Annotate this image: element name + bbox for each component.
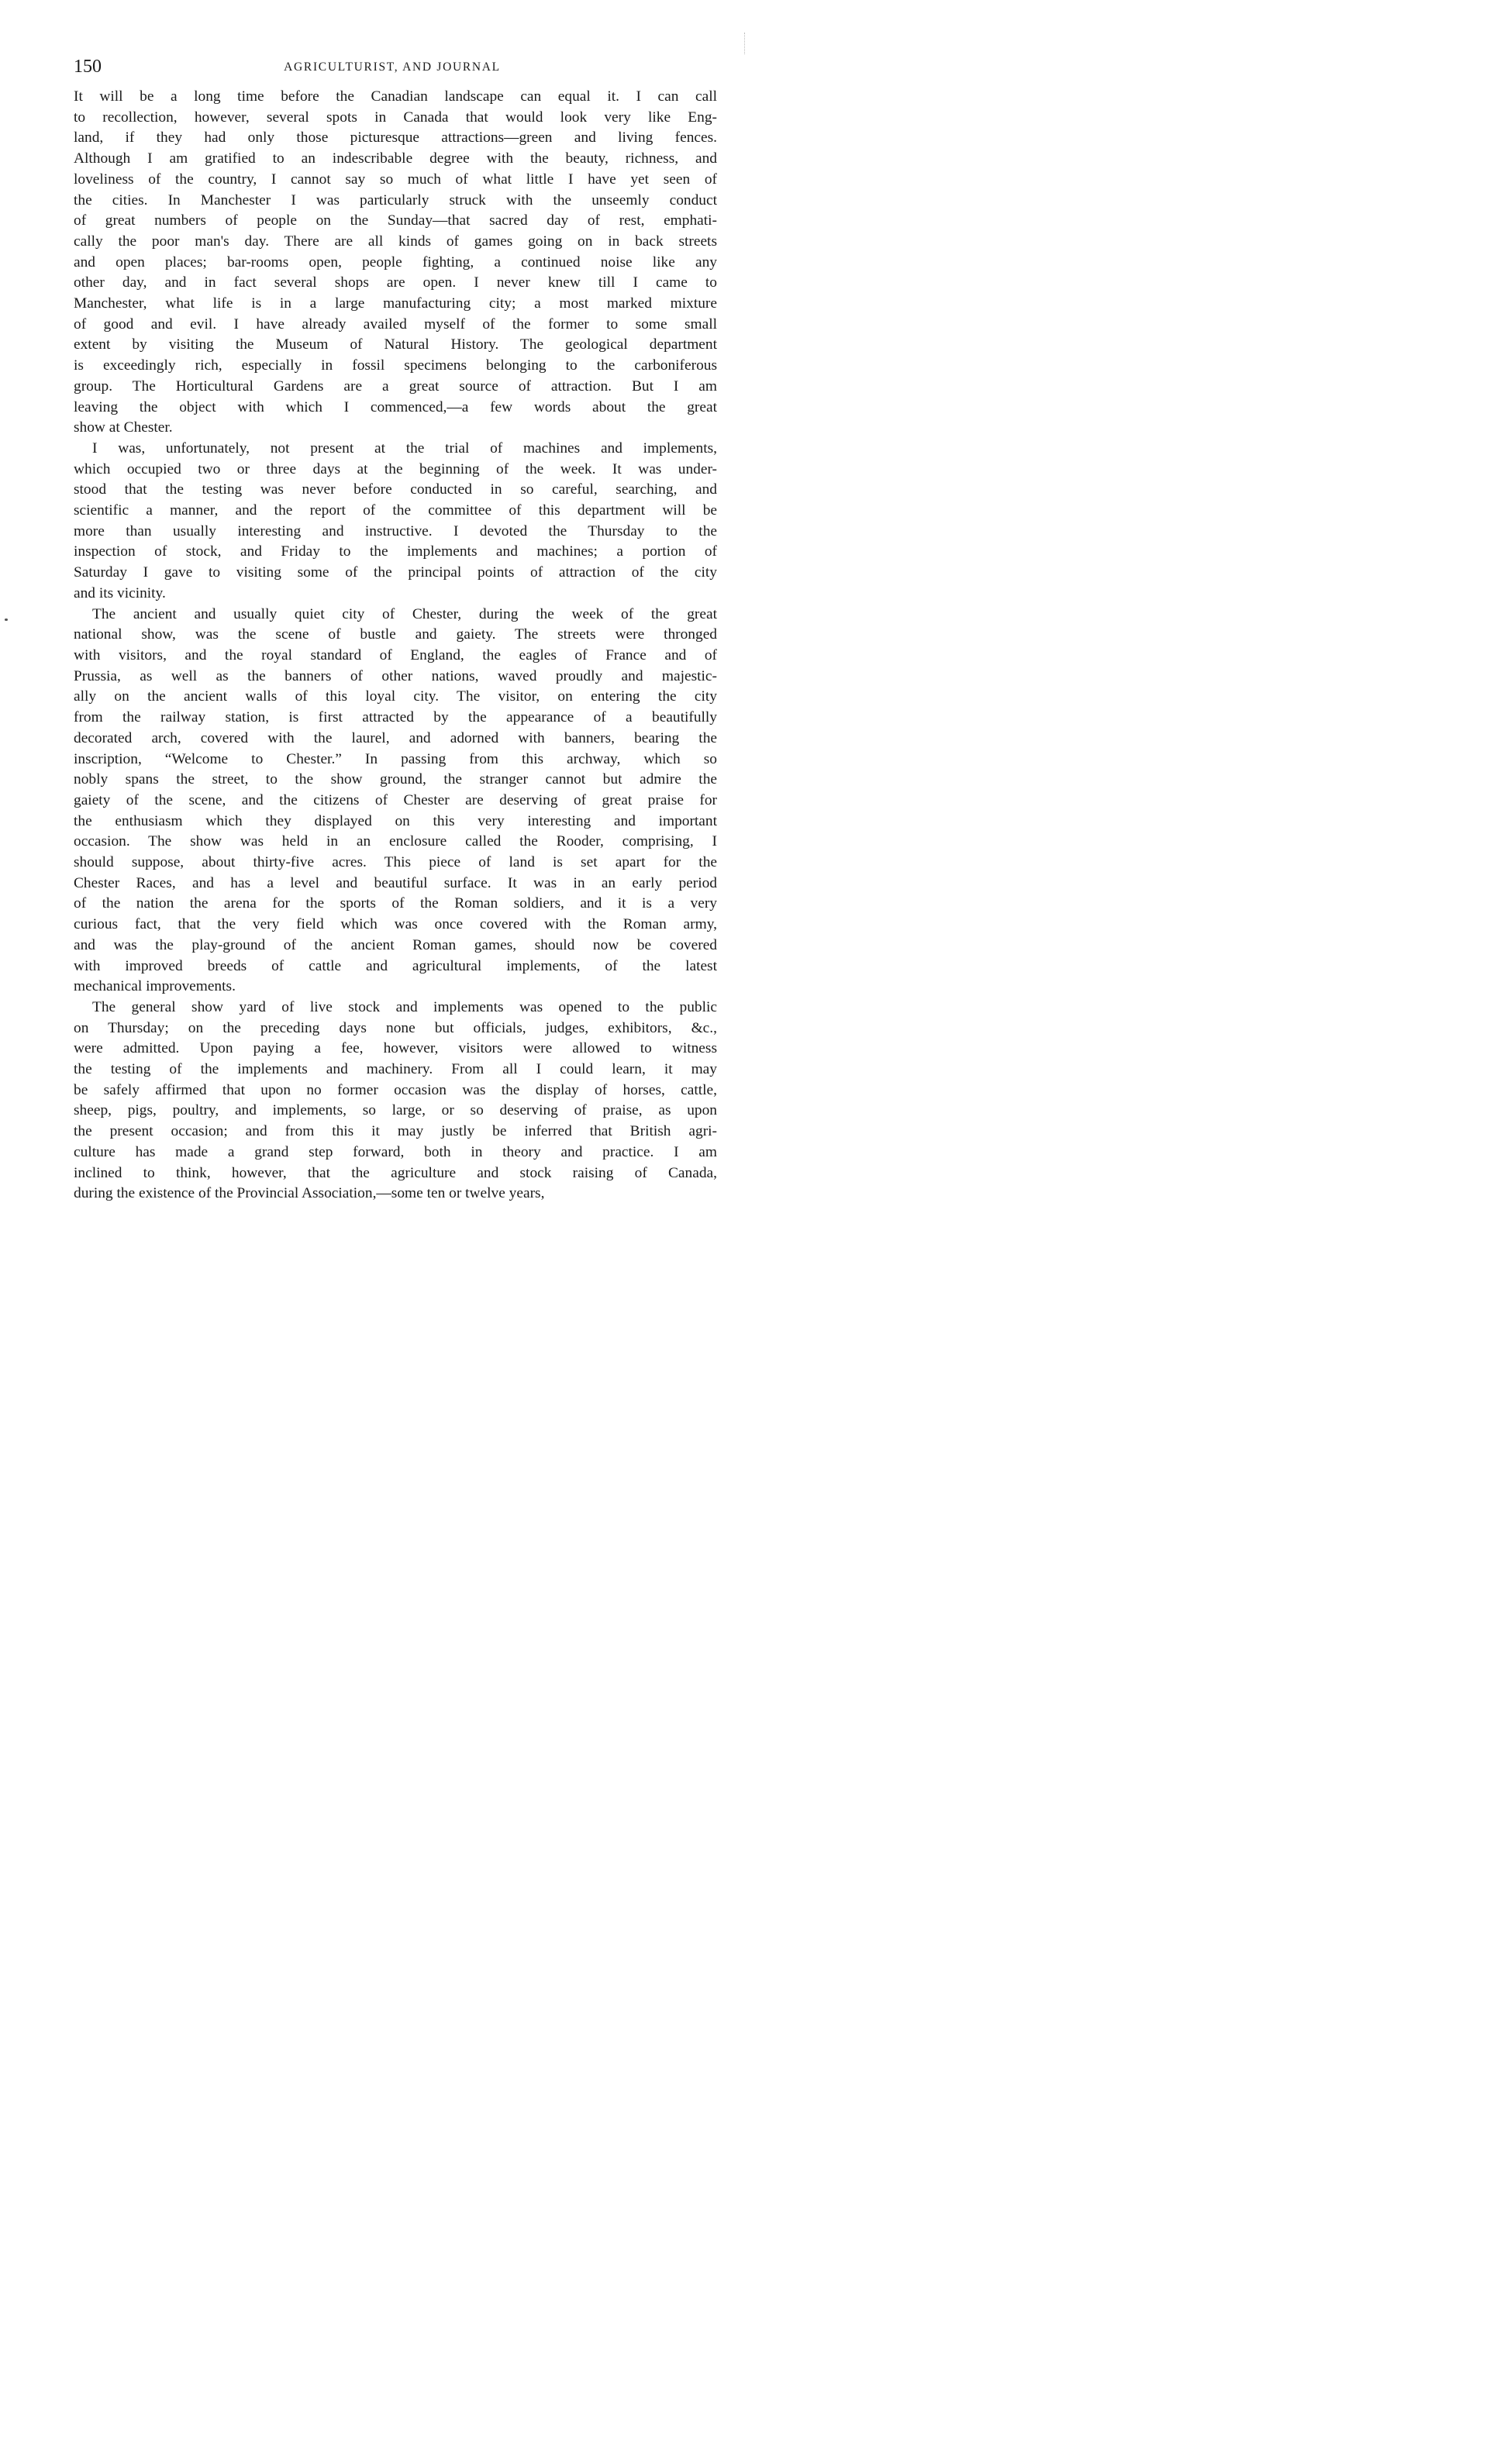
text-line: other day, and in fact several shops are open. I never knew till I came to: [74, 274, 717, 291]
text-line: extent by visiting the Museum of Natural History. The geological department: [74, 336, 717, 353]
text-line: of the nation the arena for the sports of the Roman soldiers, and it is a very: [74, 895, 717, 912]
paragraph: [74, 439, 717, 605]
text-line: land, if they had only those picturesque attractions—green and living fences.: [74, 129, 717, 146]
book-page: [0, 0, 754, 1232]
text-line: inclined to think, however, that the agriculture and stock raising of Canada,: [74, 1164, 717, 1181]
text-line: Chester Races, and has a level and beautiful surface. It was in an early period: [74, 874, 717, 891]
text-line: The ancient and usually quiet city of Chester, during the week of the great: [92, 605, 717, 622]
text-line: the present occasion; and from this it may justly be inferred that British agri-: [74, 1123, 717, 1140]
text-line: the enthusiasm which they displayed on this very interesting and important: [74, 812, 717, 829]
text-line: decorated arch, covered with the laurel, and adorned with banners, bearing the: [74, 729, 717, 746]
text-line: is exceedingly rich, especially in fossil specimens belonging to the carboniferous: [74, 357, 717, 374]
text-line: the cities. In Manchester I was particularly struck with the unseemly conduct: [74, 191, 717, 208]
text-line: with improved breeds of cattle and agricultural implements, of the latest: [74, 957, 717, 974]
text-line: culture has made a grand step forward, both in theory and practice. I am: [74, 1143, 717, 1160]
text-line: Manchester, what life is in a large manufacturing city; a most marked mixture: [74, 295, 717, 312]
text-line: inspection of stock, and Friday to the implements and machines; a portion of: [74, 543, 717, 560]
running-title: AGRICULTURIST, AND JOURNAL: [284, 60, 501, 74]
text-line: ally on the ancient walls of this loyal city. The visitor, on entering the city: [74, 688, 717, 705]
text-line: should suppose, about thirty-five acres. This piece of land is set apart for the: [74, 854, 717, 871]
text-line: show at Chester.: [74, 419, 173, 436]
article-body: [74, 87, 717, 1204]
paragraph: [74, 605, 717, 998]
text-line: gaiety of the scene, and the citizens of Chester are deserving of great praise for: [74, 791, 717, 808]
paragraph: [74, 998, 717, 1204]
text-line: which occupied two or three days at the beginning of the week. It was under-: [74, 460, 717, 477]
text-line: occasion. The show was held in an enclosure called the Rooder, comprising, I: [74, 833, 717, 850]
text-line: It will be a long time before the Canadian landscape can equal it. I can call: [74, 88, 717, 105]
running-head: [74, 54, 711, 79]
text-line: cally the poor man's day. There are all kinds of games going on in back streets: [74, 233, 717, 250]
text-line: on Thursday; on the preceding days none but officials, judges, exhibitors, &c.,: [74, 1019, 717, 1036]
text-line: inscription, “Welcome to Chester.” In passing from this archway, which so: [74, 750, 717, 767]
text-line: mechanical improvements.: [74, 978, 236, 995]
text-line: sheep, pigs, poultry, and implements, so large, or so deserving of praise, as upon: [74, 1102, 717, 1119]
text-line: the testing of the implements and machinery. From all I could learn, it may: [74, 1061, 717, 1078]
text-line: Although I am gratified to an indescribable degree with the beauty, richness, and: [74, 150, 717, 167]
text-line: Saturday I gave to visiting some of the principal points of attraction of the city: [74, 564, 717, 581]
text-line: more than usually interesting and instructive. I devoted the Thursday to the: [74, 522, 717, 539]
text-line: loveliness of the country, I cannot say so much of what little I have yet seen of: [74, 171, 717, 188]
paragraph: [74, 87, 717, 439]
text-line: and its vicinity.: [74, 584, 166, 601]
text-line: with visitors, and the royal standard of England, the eagles of France and of: [74, 646, 717, 663]
text-line: stood that the testing was never before conducted in so careful, searching, and: [74, 481, 717, 498]
text-line: of good and evil. I have already availed myself of the former to some small: [74, 315, 717, 333]
text-line: The general show yard of live stock and implements was opened to the public: [92, 998, 717, 1015]
text-line: I was, unfortunately, not present at the trial of machines and implements,: [92, 439, 717, 457]
page-number: 150: [74, 57, 102, 77]
text-line: be safely affirmed that upon no former occasion was the display of horses, cattle,: [74, 1081, 717, 1098]
scan-artifact: [744, 33, 747, 54]
text-line: scientific a manner, and the report of the committee of this department will be: [74, 502, 717, 519]
text-line: and open places; bar-rooms open, people fighting, a continued noise like any: [74, 253, 717, 271]
text-line: national show, was the scene of bustle and gaiety. The streets were thronged: [74, 626, 717, 643]
text-line: from the railway station, is first attracted by the appearance of a beautifully: [74, 709, 717, 726]
text-line: Prussia, as well as the banners of other nations, waved proudly and majestic-: [74, 667, 717, 684]
text-line: group. The Horticultural Gardens are a great source of attraction. But I am: [74, 377, 717, 395]
text-line: of great numbers of people on the Sunday—that sacred day of rest, emphati-: [74, 212, 717, 229]
text-line: nobly spans the street, to the show ground, the stranger cannot but admire the: [74, 771, 717, 788]
text-line: to recollection, however, several spots in Canada that would look very like Eng-: [74, 109, 717, 126]
text-line: during the existence of the Provincial Association,—some ten or twelve years,: [74, 1185, 545, 1202]
text-line: were admitted. Upon paying a fee, however, visitors were allowed to witness: [74, 1040, 717, 1057]
text-line: curious fact, that the very field which was once covered with the Roman army,: [74, 916, 717, 933]
text-line: leaving the object with which I commenced,—a few words about the great: [74, 398, 717, 415]
text-line: and was the play-ground of the ancient Roman games, should now be covered: [74, 936, 717, 953]
margin-mark: [5, 619, 8, 621]
